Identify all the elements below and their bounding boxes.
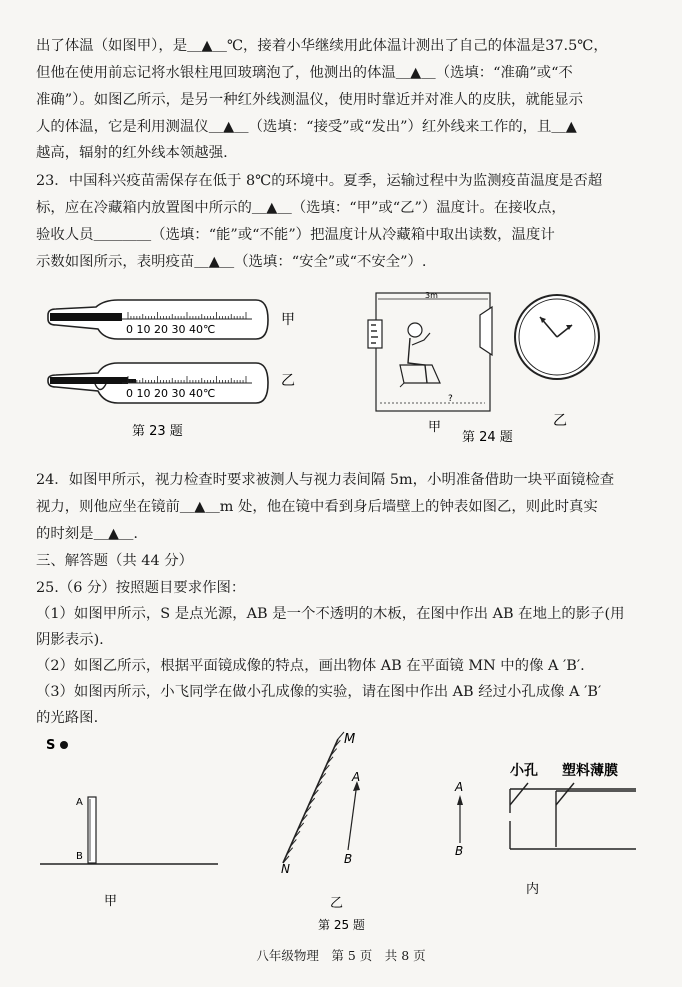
label-s: S xyxy=(46,738,56,753)
caption-24: 第 24 题 xyxy=(462,430,513,445)
label-a-bing: A xyxy=(455,780,464,794)
clock-icon xyxy=(515,295,599,379)
label-b-yi: B xyxy=(344,852,353,866)
q24-line-1: 24．如图甲所示，视力检查时要求被测人与视力表间隔 5m，小明准备借助一块平面镜检查 xyxy=(36,472,615,488)
q24-line-2: 视力，则他应坐在镜前＿▲＿m 处，他在镜中看到身后墙壁上的钟表如图乙，则此时真实 xyxy=(36,499,598,515)
text-line-8: 验收人员＿＿＿＿（选填：“能”或“不能”）把温度计从冷藏箱中取出读数，温度计 xyxy=(36,227,555,243)
q25-line-3: 阴影表示). xyxy=(36,632,104,648)
wood-board xyxy=(88,797,96,863)
label-jia-25: 甲 xyxy=(104,894,118,909)
label-yi-25: 乙 xyxy=(330,896,344,911)
q25-line-4: （2）如图乙所示，根据平面镜成像的特点，画出物体 AB 在平面镜 MN 中的像 A ′B′. xyxy=(36,658,585,674)
label-b-bing: B xyxy=(455,844,464,858)
fig24-question: ? xyxy=(448,394,453,404)
caption-23: 第 23 题 xyxy=(132,424,183,439)
label-yi-23: 乙 xyxy=(281,373,295,389)
point-source-icon xyxy=(60,741,68,749)
label-bing-25: 内 xyxy=(526,882,540,897)
q24-line-3: 的时刻是＿▲＿. xyxy=(36,526,138,542)
caption-25: 第 25 题 xyxy=(318,918,365,932)
label-b-jia: B xyxy=(76,851,83,862)
label-a-jia: A xyxy=(76,797,83,808)
q25-line-2: （1）如图甲所示，S 是点光源，AB 是一个不透明的木板，在图中作出 AB 在地上的影子(用 xyxy=(36,606,625,622)
label-m: M xyxy=(344,732,356,747)
plane-mirror xyxy=(283,732,344,863)
text-line-5: 越高，辐射的红外线本领越强. xyxy=(36,145,228,161)
thermometer-jia xyxy=(48,300,295,339)
label-n: N xyxy=(281,862,290,876)
text-line-4: 人的体温，它是利用测温仪＿▲＿（选填：“接受”或“发出”）红外线来工作的，且＿▲ xyxy=(36,119,577,135)
fig24-distance: 3m xyxy=(425,291,438,300)
text-line-7: 标，应在冷藏箱内放置图中所示的＿▲＿（选填：“甲”或“乙”）温度计。在接收点， xyxy=(36,200,566,216)
label-a-yi: A xyxy=(352,770,361,784)
label-jia-23: 甲 xyxy=(281,312,295,328)
text-line-2: 但他在使用前忘记将水银柱甩回玻璃泡了，他测出的体温＿▲＿（选填：“准确”或“不 xyxy=(36,65,573,81)
page-footer: 八年级物理 第 5 页 共 8 页 xyxy=(256,948,426,963)
object-ab-yi xyxy=(348,783,357,850)
label-yi-24: 乙 xyxy=(553,413,567,429)
label-film: 塑料薄膜 xyxy=(562,763,618,779)
figure-23-24 xyxy=(0,285,682,455)
q25-line-1: 25.（6 分）按照题目要求作图： xyxy=(36,580,246,596)
text-line-9: 示数如图所示，表明疫苗＿▲＿（选填：“安全”或“不安全”）. xyxy=(36,254,427,270)
q25-line-5: （3）如图丙所示，小飞同学在做小孔成像的实验，请在图中作出 AB 经过小孔成像 A ′B′ xyxy=(36,684,602,700)
label-jia-24: 甲 xyxy=(428,420,442,435)
text-line-1: 出了体温（如图甲），是＿▲＿℃，接着小华继续用此体温计测出了自己的体温是37.5℃， xyxy=(36,38,608,54)
thermometer-yi-scale: 0 10 20 30 40℃ xyxy=(126,387,216,400)
thermometer-yi xyxy=(48,363,295,403)
text-line-6: 23．中国科兴疫苗需保存在低于 8℃的环境中。夏季，运输过程中为监测疫苗温度是否超 xyxy=(36,173,603,189)
pinhole-box xyxy=(510,783,636,849)
section-title: 三、解答题（共 44 分） xyxy=(36,553,193,569)
label-hole: 小孔 xyxy=(510,763,538,779)
vision-test-room xyxy=(368,293,492,411)
figure-25 xyxy=(0,725,682,935)
thermometer-jia-scale: 0 10 20 30 40℃ xyxy=(126,323,216,336)
q25-line-6: 的光路图. xyxy=(36,710,99,726)
text-line-3: 准确”）。如图乙所示，是另一种红外线测温仪，使用时靠近并对准人的皮肤，就能显示 xyxy=(36,92,584,108)
